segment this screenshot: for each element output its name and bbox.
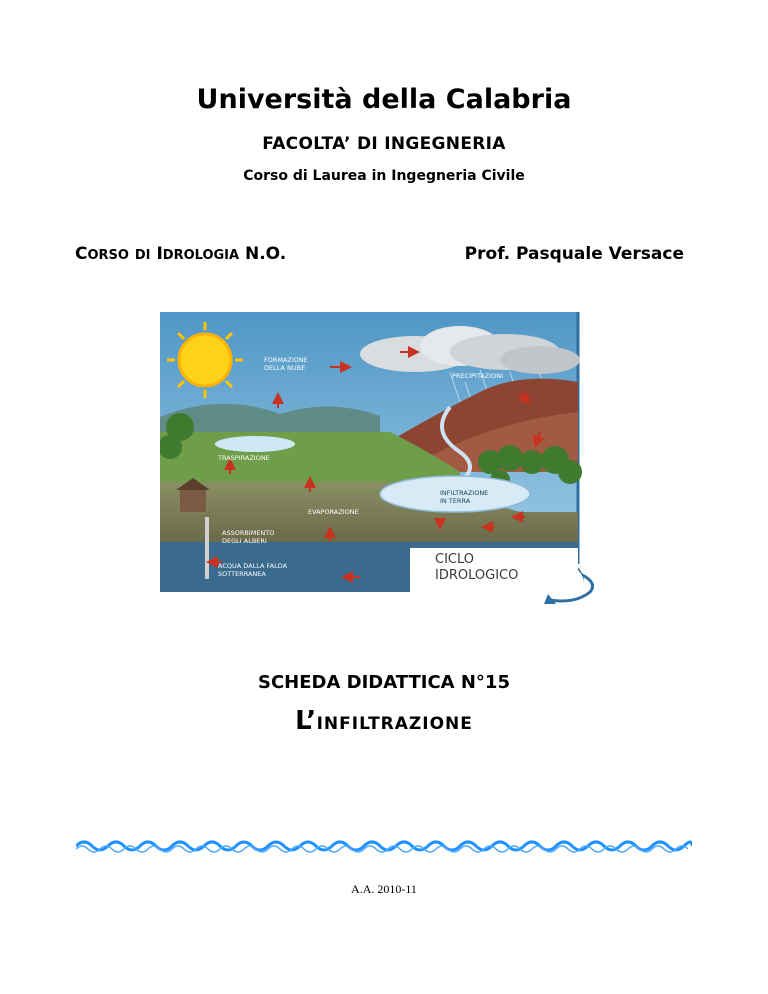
label-cycle-2: IDROLOGICO — [435, 568, 519, 583]
course-word-rest-2: DROLOGIA — [162, 248, 240, 263]
house — [180, 488, 206, 512]
label-cloud-formation-2: DELLA NUBE — [264, 364, 306, 372]
label-groundwater-1: ACQUA DALLA FALDA — [218, 562, 288, 570]
degree-course: Corso di Laurea in Ingegneria Civile — [243, 168, 525, 184]
hydrological-cycle-illustration — [160, 312, 615, 612]
course-word-di: DI — [134, 248, 151, 263]
faculty-heading: FACOLTA’ DI INGEGNERIA — [262, 134, 506, 154]
label-precipitation: PRECIPITAZIONI — [452, 372, 504, 380]
sheet-topic — [0, 706, 768, 736]
professor-name: Prof. Pasquale Versace — [464, 244, 684, 264]
label-groundwater-2: SOTTERRANEA — [218, 570, 266, 578]
label-infiltration-1: INFILTRAZIONE — [440, 489, 489, 497]
label-absorption-1: ASSORBIMENTO — [222, 529, 275, 537]
cycle-arrow-head-icon — [544, 594, 556, 604]
course-suffix: N.O. — [245, 244, 287, 264]
course-word-rest: ORSO — [87, 248, 129, 263]
course-word-initial-2: I — [156, 244, 163, 264]
university-title: Università della Calabria — [196, 84, 572, 115]
lake — [215, 436, 295, 452]
academic-year: A.A. 2010-11 — [351, 882, 417, 896]
topic-initial: L’ — [295, 706, 317, 736]
course-word-initial: C — [75, 244, 88, 264]
label-infiltration-2: IN TERRA — [440, 497, 471, 505]
label-absorption-2: DEGLI ALBERI — [222, 537, 267, 545]
sheet-title: SCHEDA DIDATTICA N°15 — [258, 672, 510, 693]
course-name — [75, 244, 286, 264]
sun-icon — [167, 322, 243, 398]
wave-divider — [76, 834, 692, 856]
well-pipe — [205, 517, 209, 579]
label-transpiration: TRASPIRAZIONE — [218, 454, 270, 462]
label-cloud-formation-1: FORMAZIONE — [264, 356, 308, 364]
label-cycle-1: CICLO — [435, 552, 474, 567]
label-evaporation: EVAPORAZIONE — [308, 508, 359, 516]
topic-rest: INFILTRAZIONE — [316, 714, 473, 734]
